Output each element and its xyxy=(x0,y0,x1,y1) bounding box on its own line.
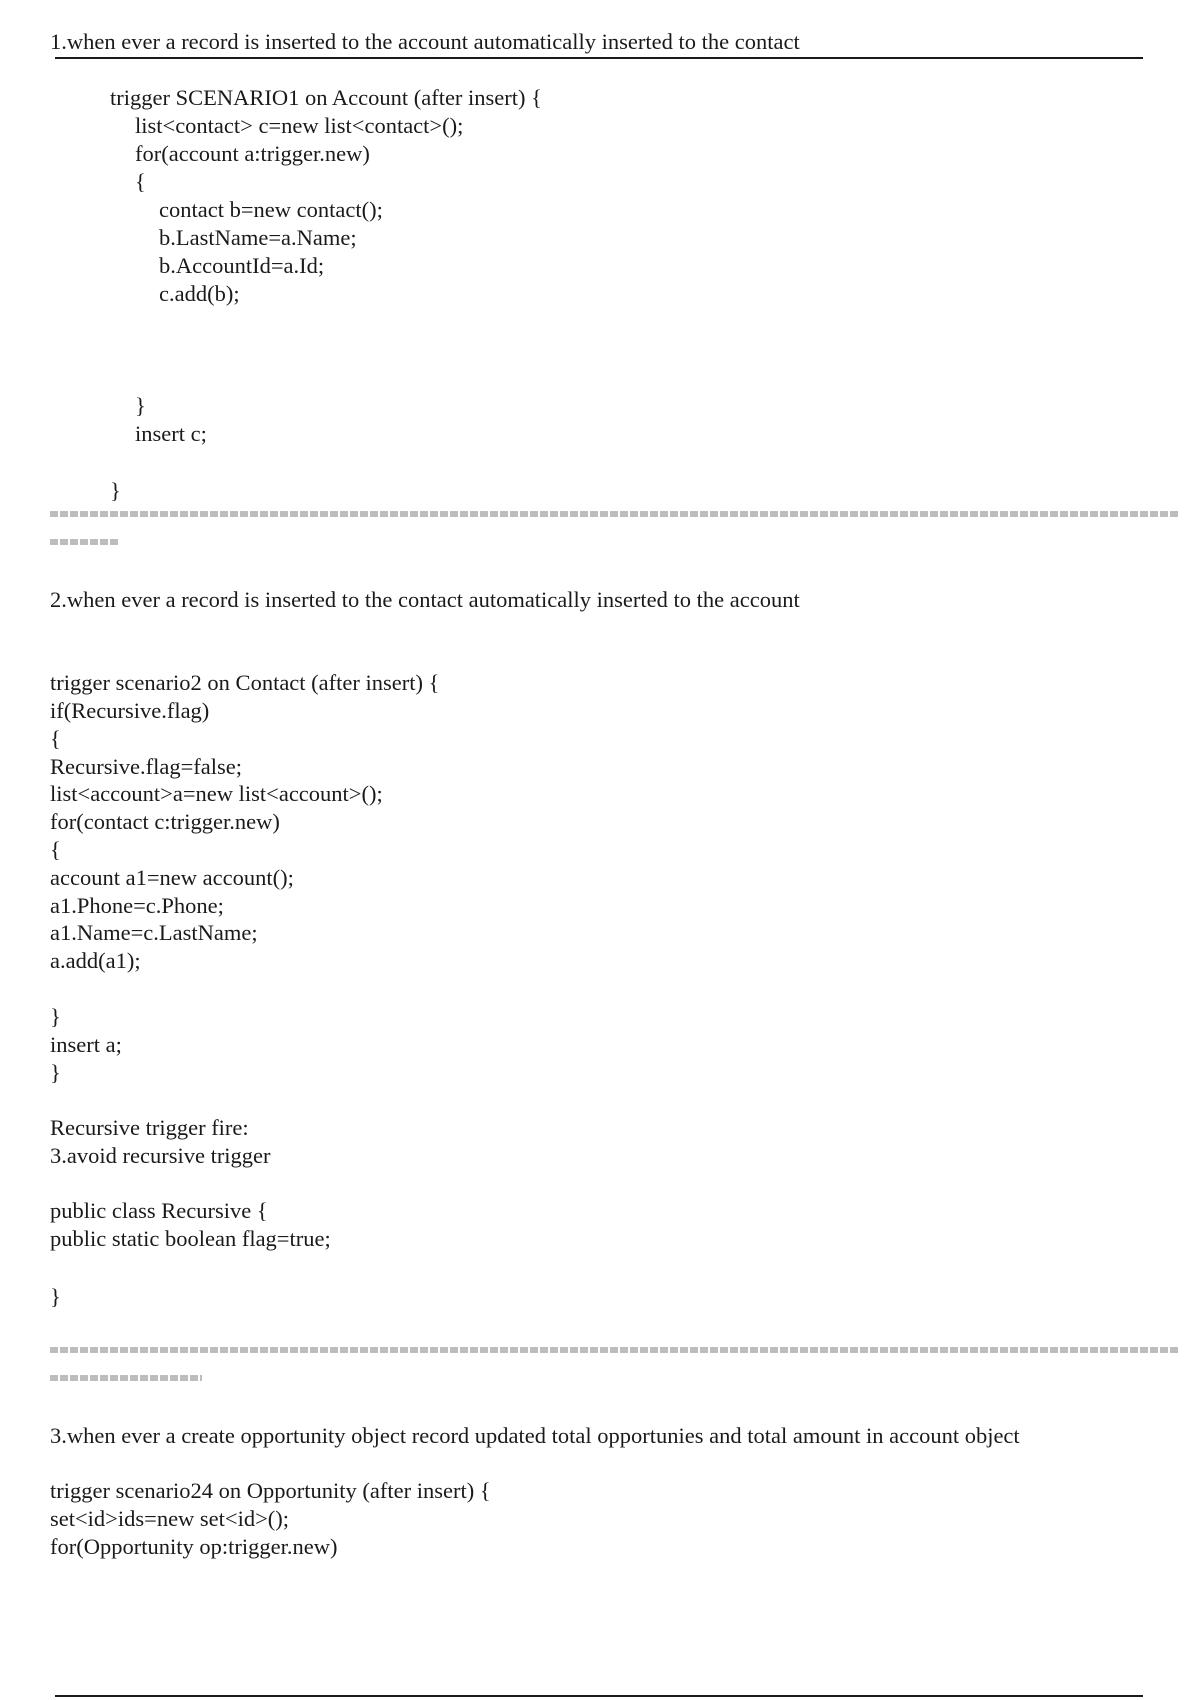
section-1-heading: 1.when ever a record is inserted to the account automatically inserted to the contact xyxy=(50,29,800,54)
code-line: trigger SCENARIO1 on Account (after insert) { xyxy=(110,85,542,110)
code-line: set<id>ids=new set<id>(); xyxy=(50,1506,290,1531)
code-line: insert a; xyxy=(50,1032,122,1057)
code-line: Recursive.flag=false; xyxy=(50,754,242,779)
code-line: for(contact c:trigger.new) xyxy=(50,809,280,834)
code-line: trigger scenario24 on Opportunity (after insert) { xyxy=(50,1478,491,1503)
section-2-heading: 2.when ever a record is inserted to the contact automatically inserted to the account xyxy=(50,587,800,612)
code-line: for(account a:trigger.new) xyxy=(135,141,370,166)
dashed-separator xyxy=(50,1344,1180,1356)
avoid-recursive-heading: 3.avoid recursive trigger xyxy=(50,1143,271,1168)
code-line: public static boolean flag=true; xyxy=(50,1226,331,1251)
dashed-separator xyxy=(50,1372,202,1384)
code-line: { xyxy=(135,169,146,194)
code-line: { xyxy=(50,837,61,862)
code-line: for(Opportunity op:trigger.new) xyxy=(50,1534,338,1559)
code-line: } xyxy=(50,1284,61,1309)
code-line: } xyxy=(110,478,121,503)
section-3-heading: 3.when ever a create opportunity object record updated total opportunies and total amount in account object xyxy=(50,1423,1020,1448)
code-line: } xyxy=(50,1004,61,1029)
code-line: a.add(a1); xyxy=(50,948,141,973)
code-line: list<account>a=new list<account>(); xyxy=(50,781,383,806)
code-line: if(Recursive.flag) xyxy=(50,698,210,723)
code-line: } xyxy=(50,1060,61,1085)
code-line: list<contact> c=new list<contact>(); xyxy=(135,113,464,138)
code-line: c.add(b); xyxy=(159,281,240,306)
code-line: trigger scenario2 on Contact (after insert) { xyxy=(50,670,440,695)
code-line: a1.Name=c.LastName; xyxy=(50,920,258,945)
code-line: a1.Phone=c.Phone; xyxy=(50,893,224,918)
code-line: { xyxy=(50,726,61,751)
code-line: contact b=new contact(); xyxy=(159,197,383,222)
code-line: public class Recursive { xyxy=(50,1198,268,1223)
page-bottom-rule xyxy=(55,1695,1143,1697)
heading-underline xyxy=(55,57,1143,59)
recursive-trigger-label: Recursive trigger fire: xyxy=(50,1115,249,1140)
dashed-separator xyxy=(50,536,120,548)
code-line: } xyxy=(135,393,146,418)
code-line: b.LastName=a.Name; xyxy=(159,225,357,250)
code-line: insert c; xyxy=(135,421,207,446)
code-line: b.AccountId=a.Id; xyxy=(159,253,325,278)
dashed-separator xyxy=(50,508,1180,520)
code-line: account a1=new account(); xyxy=(50,865,294,890)
